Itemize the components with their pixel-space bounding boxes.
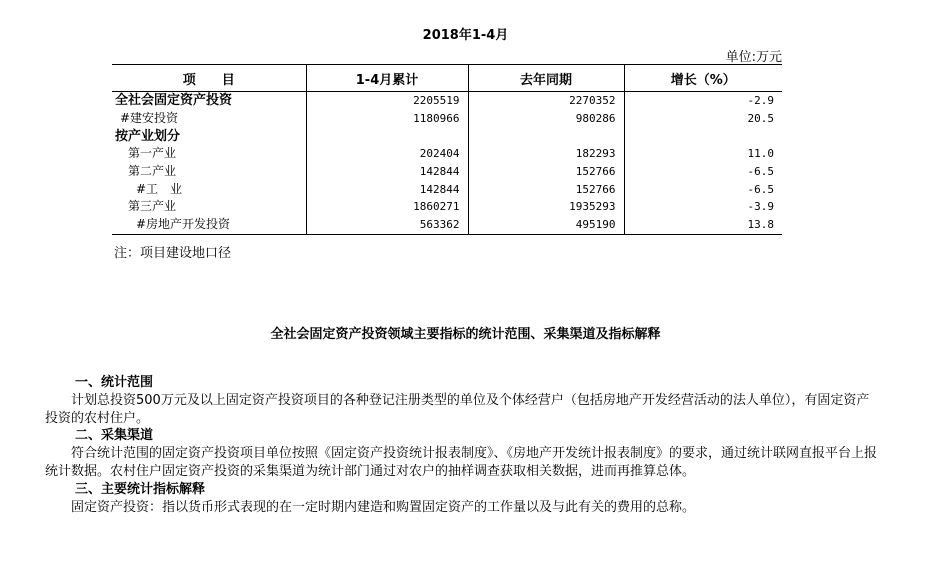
last-year-value: 980286 bbox=[468, 110, 624, 128]
row-label: #房地产开发投资 bbox=[112, 216, 306, 234]
last-year-value bbox=[468, 127, 624, 145]
table-row bbox=[112, 145, 782, 163]
cumulative-value: 563362 bbox=[306, 216, 468, 234]
section-text: 符合统计范围的固定资产投资项目单位按照《固定资产投资统计报表制度》、《房地产开发统计报表制度》的要求，通过统计联网直报平台上报统计数据。农村住户固定资产投资的采集渠道为统计部门通过对农户的抽样调查获取相关数据，进而再推算总体。 bbox=[45, 446, 878, 479]
cumulative-value: 202404 bbox=[306, 145, 468, 163]
header-cumulative: 1-4月累计 bbox=[306, 65, 468, 92]
explanation-body bbox=[45, 374, 877, 516]
table-row bbox=[112, 163, 782, 181]
investment-table bbox=[112, 64, 782, 235]
growth-value: -2.9 bbox=[624, 92, 782, 110]
header-growth: 增长（%） bbox=[624, 65, 782, 92]
header-last-year: 去年同期 bbox=[468, 65, 624, 92]
row-label: 第一产业 bbox=[128, 146, 177, 161]
last-year-value: 2270352 bbox=[468, 92, 624, 110]
growth-value: -3.9 bbox=[624, 198, 782, 216]
table-row bbox=[112, 216, 782, 234]
growth-value: -6.5 bbox=[624, 163, 782, 181]
cumulative-value: 142844 bbox=[306, 163, 468, 181]
section-heading: 一、统计范围 bbox=[75, 375, 154, 390]
cumulative-value: 1180966 bbox=[306, 110, 468, 128]
growth-value: 13.8 bbox=[624, 216, 782, 234]
table-row bbox=[112, 110, 782, 128]
section-heading: 二、采集渠道 bbox=[75, 428, 154, 444]
last-year-value: 495190 bbox=[468, 216, 624, 234]
row-label: 全社会固定资产投资 bbox=[115, 93, 233, 109]
table-row bbox=[112, 198, 782, 216]
section-text: 固定资产投资：指以货币形式表现的在一定时期内建造和购置固定资产的工作量以及与此有关的费用的总称。 bbox=[71, 499, 696, 515]
last-year-value: 152766 bbox=[468, 163, 624, 181]
growth-value: 20.5 bbox=[624, 110, 782, 128]
last-year-value: 182293 bbox=[468, 145, 624, 163]
cumulative-value bbox=[306, 127, 468, 145]
table-row bbox=[112, 127, 782, 145]
growth-value bbox=[624, 127, 782, 145]
growth-value: 11.0 bbox=[624, 145, 782, 163]
cumulative-value: 2205519 bbox=[306, 92, 468, 110]
section-title: 全社会固定资产投资领域主要指标的统计范围、采集渠道及指标解释 bbox=[270, 327, 661, 342]
row-label: #工 业 bbox=[136, 181, 183, 196]
header-item: 项 目 bbox=[112, 65, 306, 92]
row-label: 第三产业 bbox=[128, 199, 177, 214]
growth-value: -6.5 bbox=[624, 180, 782, 198]
table-note: 注：项目建设地口径 bbox=[114, 246, 232, 261]
unit-label: 单位:万元 bbox=[725, 50, 782, 65]
table-row bbox=[112, 180, 782, 198]
cumulative-value: 142844 bbox=[306, 180, 468, 198]
last-year-value: 152766 bbox=[468, 180, 624, 198]
period-title: 2018年1-4月 bbox=[422, 28, 509, 43]
section-text: 计划总投资500万元及以上固定资产投资项目的各种登记注册类型的单位及个体经营户（包括房地产开发经营活动的法人单位），有固定资产投资的农村住户。 bbox=[45, 392, 870, 426]
last-year-value: 1935293 bbox=[468, 198, 624, 216]
row-label: 第二产业 bbox=[128, 164, 177, 179]
table-row bbox=[112, 92, 782, 110]
row-label: 按产业划分 bbox=[115, 128, 181, 144]
table-header-row bbox=[112, 65, 782, 92]
section-heading: 三、主要统计指标解释 bbox=[75, 481, 206, 497]
row-label: #建安投资 bbox=[120, 111, 179, 126]
cumulative-value: 1860271 bbox=[306, 198, 468, 216]
